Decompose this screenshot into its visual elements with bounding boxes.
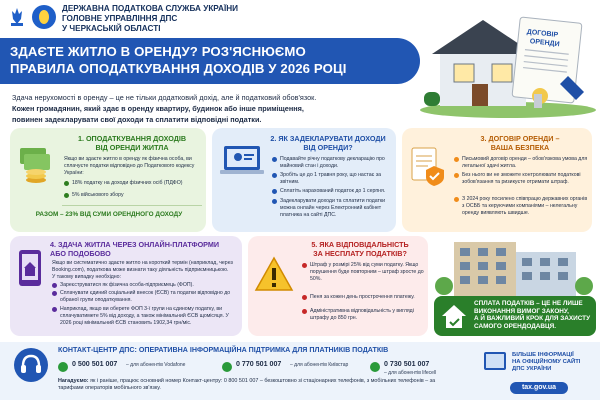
title-line-1: ЗДАЄТЕ ЖИТЛО В ОРЕНДУ? РОЗ'ЯСНЮЄМО: [10, 44, 306, 59]
card-3-title-2: ВАША БЕЗПЕКА: [490, 143, 550, 152]
smartphone-house-icon: [16, 248, 44, 288]
headset-icon: [14, 348, 48, 382]
card-3-bullet-2: Без нього ви не зможете контролювати податкові зобов'язання та ризикуєте отримати штраф.: [454, 172, 588, 186]
house-shield-icon: [440, 302, 468, 330]
monitor-icon: [484, 352, 506, 370]
card-1-bullet-2: 5% військового збору: [64, 192, 202, 199]
card-5-title-1: 5. ЯКА ВІДПОВІДАЛЬНІСТЬ: [311, 240, 409, 249]
page-title: [10, 43, 410, 77]
tax-site-link[interactable]: tax.gov.ua: [510, 382, 568, 394]
phone-lifecell[interactable]: 0 730 501 007: [384, 360, 430, 368]
more-info-line-2: НА ОФІЦІЙНОМУ САЙТІ: [512, 359, 581, 365]
money-coins-icon: [16, 142, 56, 188]
house-illustration-icon: [418, 6, 598, 118]
card-5-title: [296, 240, 424, 258]
more-info-line-3: ДПС УКРАЇНИ: [512, 366, 552, 372]
more-info-line-1: БІЛЬШЕ ІНФОРМАЦІЇ: [512, 352, 574, 358]
org-line-1: ДЕРЖАВНА ПОДАТКОВА СЛУЖБА УКРАЇНИ: [62, 4, 239, 13]
card-2-bullet-3: Сплатіть нарахований податок до 1 серпня.: [272, 188, 392, 195]
card-1-title: [60, 134, 204, 152]
tax-note-text: [474, 300, 594, 330]
card-1-total: РАЗОМ – 23% ВІД СУМИ ОРЕНДНОГО ДОХОДУ: [35, 211, 183, 218]
contact-center-title: КОНТАКТ-ЦЕНТР ДПС: ОПЕРАТИВНА ІНФОРМАЦІЙНА ПІДТРИМКА ДЛЯ ПЛАТНИКІВ ПОДАТКІВ: [58, 346, 389, 354]
phone-vodafone[interactable]: 0 500 501 007: [72, 360, 118, 368]
dps-logo-icon: [32, 5, 56, 29]
note-line-4: САМОГО ОРЕНДОДАВЦЯ.: [474, 322, 557, 330]
card-1-bullet-1: 18% податку на доходи фізичних осіб (ПДФО): [64, 180, 202, 187]
phone-icon: [222, 362, 232, 372]
card-5-title-2: ЗА НЕСПЛАТУ ПОДАТКІВ?: [313, 249, 407, 258]
org-line-2: ГОЛОВНЕ УПРАВЛІННЯ ДПС: [62, 14, 178, 23]
phone-lifecell-label: – для абонентів lifecell: [384, 370, 437, 376]
contract-label-1: ДОГОВІР: [526, 28, 559, 40]
phone-vodafone-label: – для абонентів Vodafone: [126, 362, 186, 368]
note-line-2: ВИКОНАННЯ ВИМОГ ЗАКОНУ,: [474, 307, 569, 315]
card-4-title: [50, 240, 236, 258]
laptop-icon: [218, 142, 266, 182]
card-5-bullet-3: Адміністративна відповідальність у вигляді штрафу до 850 грн.: [302, 308, 424, 322]
card-4-text: Якщо ви систематично здаєте житло на короткий термін (наприклад, через Booking.com), податкова може визнати таку діяльність підприємницькою.: [52, 260, 233, 273]
contract-shield-icon: [408, 144, 448, 188]
card-2-bullet-2: Зробіть це до 1 травня року, що настає за звітним.: [272, 172, 392, 186]
card-4-bullet-2: Сплачувати єдиний соціальний внесок (ЄСВ) та податки відповідно до обраної групи оподаткування.: [52, 290, 236, 304]
organization-name: [62, 4, 238, 34]
reminder-label: Нагадуємо:: [58, 378, 89, 384]
card-5-bullet-2: Пеня за кожен день прострочення платежу.: [302, 294, 424, 301]
warning-icon: [254, 256, 294, 294]
card-3-bullet-1: Письмовий договір оренди – обов'язкова умова для легальної здачі житла.: [454, 156, 588, 170]
title-line-2: ПРАВИЛА ОПОДАТКУВАННЯ ДОХОДІВ У 2026 РОЦІ: [10, 61, 347, 76]
intro-line-2: Кожен громадянин, який здає в оренду квартиру, будинок або інше приміщення,: [12, 104, 304, 113]
card-3-title: [452, 134, 588, 152]
note-line-1: СПЛАТА ПОДАТКІВ – ЦЕ НЕ ЛИШЕ: [474, 300, 583, 307]
card-4-text-2: У такому випадку необхідно:: [52, 274, 121, 280]
note-line-3: А Й ВАЖЛИВИЙ КРОК ДЛЯ ЗАХИСТУ: [474, 315, 591, 323]
card-2-bullet-1: Подавайте річну податкову декларацію про майновий стан і доходи.: [272, 156, 392, 170]
card-5-bullet-1: Штраф у розмірі 25% від суми податку. Якщо порушення буде повторним – штраф зросте до 50%.: [302, 262, 424, 283]
card-1-title-2: ВІД ОРЕНДИ ЖИТЛА: [95, 143, 169, 152]
contract-label-2: ОРЕНДИ: [529, 38, 560, 49]
card-2-bullet-4: Задекларувати доходи та сплатити податки можна онлайн через Електронний кабінет платника на сайті ДПС.: [272, 198, 392, 219]
card-2-title-1: 2. ЯК ЗАДЕКЛАРУВАТИ ДОХОДИ: [270, 134, 386, 143]
card-2-title-2: ВІД ОРЕНДИ?: [303, 143, 353, 152]
intro-line-3: повинен задекларувати свої доходи та сплатити відповідні податки.: [12, 115, 262, 124]
card-4-title-1: 4. ЗДАЧА ЖИТЛА ЧЕРЕЗ ОНЛАЙН-ПЛАТФОРМИ: [50, 240, 220, 249]
card-2-title: [264, 134, 392, 152]
apartment-building-icon: [434, 238, 594, 298]
more-info-text: [512, 352, 596, 373]
card-1-title-1: 1. ОПОДАТКУВАННЯ ДОХОДІВ: [77, 134, 187, 143]
phone-icon: [370, 362, 380, 372]
phone-icon: [58, 362, 68, 372]
card-3-title-1: 3. ДОГОВІР ОРЕНДИ –: [480, 134, 560, 143]
intro-text: [12, 92, 412, 125]
card-4-title-2: АБО ПОДОБОВО: [50, 249, 111, 258]
card-4-bullet-3: Наприклад, якщо ви оберете ФОП 3-ї групи на єдиному податку, ви сплачуватимете 5% від доходу, а також мінімальний ЄСВ щомісяця. У 2026 році мінімальний ЄСВ становить 1902,34 грн/міс.: [52, 306, 236, 327]
phone-kyivstar[interactable]: 0 770 501 007: [236, 360, 282, 368]
reminder-text: [58, 378, 453, 392]
card-1-text: Якщо ви здаєте житло в оренду як фізична особа, ви сплачуєте податки відповідно до Податкового кодексу України:: [64, 156, 195, 176]
reminder-body: як і раніше, працює основний номер Контакт-центру: 0 800 501 007 – безкоштовно зі стаціонарних телефонів, з мобільних телефонів – за тарифами операторів мобільного зв'язку.: [58, 378, 436, 391]
trident-emblem-icon: [6, 6, 28, 28]
card-3-bullet-3: З 2024 року посилено співпрацю державних органів з ОСББ та керуючими компаніями – нелегальну оренду виявляють швидше.: [454, 196, 588, 217]
card-1-divider: [62, 205, 202, 206]
intro-line-1: Здача нерухомості в оренду – це не тільки додатковий дохід, але й податковий обов'язок.: [12, 93, 317, 102]
phone-kyivstar-label: – для абонентів Київстар: [290, 362, 349, 368]
org-line-3: У ЧЕРКАСЬКІЙ ОБЛАСТІ: [62, 24, 161, 33]
card-4-bullet-1: Зареєструватися як фізична особа-підприємець (ФОП).: [52, 282, 236, 289]
